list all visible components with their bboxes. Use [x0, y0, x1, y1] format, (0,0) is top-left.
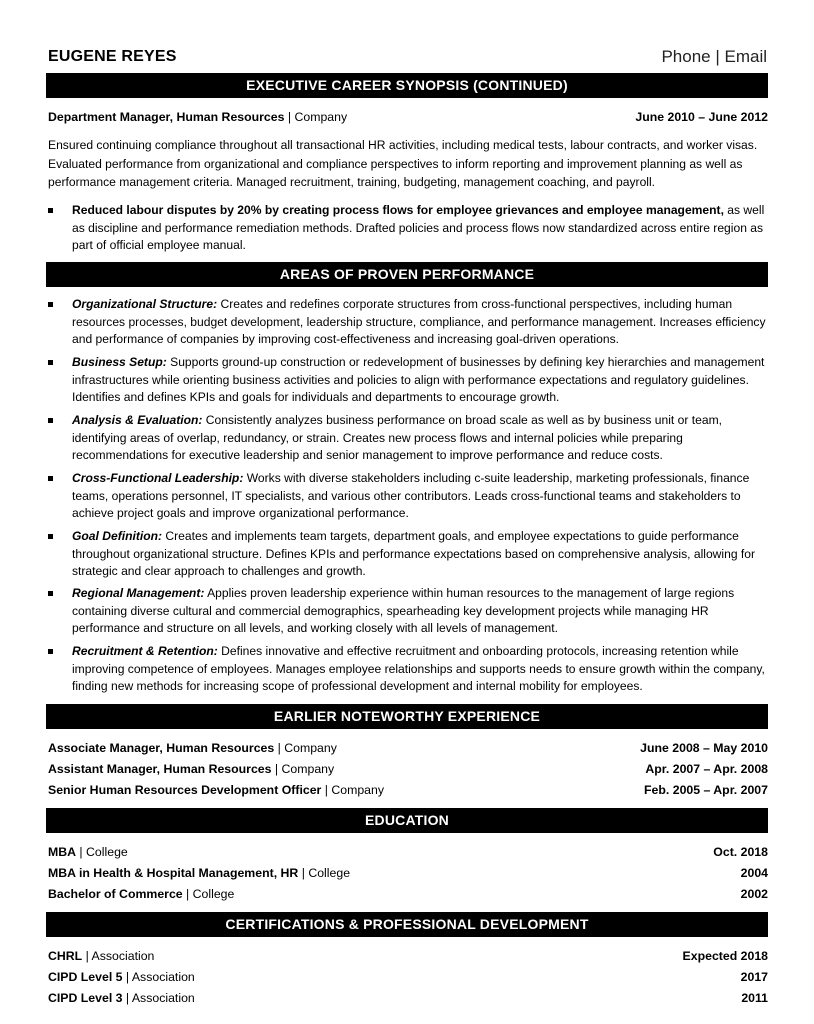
synopsis-summary: Ensured continuing compliance throughout all transactional HR activities, including medical tests, labour contracts, and worker visas. Evaluated performance from organizational and compliance perspectives to inform reporting and improvement planning as well as performance management criteria. Managed recruitment, training, budgeting, management coaching, and payroll. [48, 138, 758, 189]
row-separator: | [182, 887, 193, 901]
education-degree: MBA [48, 845, 77, 859]
bullet-marker [48, 591, 53, 596]
education-school: College [308, 866, 351, 880]
education-row [48, 843, 768, 861]
experience-org: Company [284, 741, 337, 755]
performance-item-title: Cross-Functional Leadership: [72, 471, 244, 485]
performance-item-text: Works with diverse stakeholders including c-suite leadership, marketing professionals, finance teams, operations personnel, IT specialists, and various other contributors. Leads cross-functional teams and stakeholders to achieve project goals and improve organizational performance. [72, 471, 750, 520]
certification-date: Expected 2018 [682, 949, 768, 963]
performance-item-text: Creates and redefines corporate structures from cross-functional perspectives, including human resources processes, budget development, leadership structure, compliance, and performance management. Increases efficiency and performance of companies by improving cost-effectiveness and increasing goal-driven operations. [72, 297, 766, 346]
bullet-marker [48, 418, 53, 423]
row-separator: | [274, 741, 285, 755]
section-heading-synopsis: EXECUTIVE CAREER SYNOPSIS (CONTINUED) [46, 73, 768, 98]
experience-dates: June 2008 – May 2010 [640, 741, 768, 755]
education-school: College [86, 845, 128, 859]
experience-dates: Apr. 2007 – Apr. 2008 [645, 762, 768, 776]
bullet-highlight: Reduced labour disputes by 20% by creating process flows for employee grievances and employee management, [72, 203, 724, 217]
bullet-marker [48, 360, 53, 365]
row-separator: | [122, 991, 132, 1005]
role-company: Company [294, 110, 348, 124]
experience-org: Company [281, 762, 335, 776]
experience-dates: Feb. 2005 – Apr. 2007 [644, 783, 768, 797]
experience-row [48, 781, 768, 799]
certification-date: 2011 [741, 991, 768, 1005]
education-date: Oct. 2018 [713, 845, 768, 859]
certification-issuer: Association [131, 970, 195, 984]
bullet-marker [48, 534, 53, 539]
section-heading-certifications: CERTIFICATIONS & PROFESSIONAL DEVELOPMENT [46, 912, 768, 937]
performance-item-text: Defines innovative and effective recruitment and onboarding protocols, increasing retention while improving competence of employees. Manages employee relationships and supports needs to ensure growth within the company, finding new methods for increasing scope of professional development and internal mobility for employees. [72, 644, 765, 693]
role-dates: June 2010 – June 2012 [635, 110, 768, 124]
performance-item-text: Consistently analyzes business performance on broad scale as well as by business unit or team, identifying areas of overlap, redundancy, or strain. Creates new process flows and internal policies while preparing recommendations for executive leadership and senior management to improve performance and reduce costs. [72, 413, 723, 462]
performance-item-text: Creates and implements team targets, department goals, and employee expectations to guide performance throughout organizational structure. Defines KPIs and performance expectations based on comprehensive analysis, allowing for strategic and clear approach to challenges and growth. [72, 529, 756, 578]
resume-header [48, 47, 767, 71]
synopsis-role [48, 108, 347, 126]
certification-issuer: Association [91, 949, 155, 963]
certification-row [48, 968, 768, 986]
experience-title: Associate Manager, Human Resources [48, 741, 275, 755]
row-separator: | [122, 970, 132, 984]
role-title: Department Manager, Human Resources [48, 110, 285, 124]
bullet-marker [48, 649, 53, 654]
bullet-text [72, 202, 768, 255]
certification-row [48, 947, 768, 965]
section-heading-experience: EARLIER NOTEWORTHY EXPERIENCE [46, 704, 768, 729]
performance-item-text: Applies proven leadership experience within human resources to the management of large regions containing diverse cultural and commercial demographics, spearheading key development projects while managing HR performance and structure on all levels, and working closely with all levels of management. [72, 586, 735, 635]
performance-item-title: Goal Definition: [72, 529, 163, 543]
certification-row [48, 989, 768, 1007]
candidate-name: EUGENE REYES [48, 48, 177, 65]
education-row [48, 864, 768, 882]
row-separator: | [321, 783, 332, 797]
role-separator: | [284, 110, 295, 124]
contact-info: Phone | Email [661, 47, 767, 66]
row-separator: | [82, 949, 92, 963]
certification-name: CHRL [48, 949, 83, 963]
certification-date: 2017 [740, 970, 768, 984]
bullet-marker [48, 302, 53, 307]
education-date: 2004 [740, 866, 768, 880]
experience-org: Company [331, 783, 385, 797]
row-separator: | [271, 762, 282, 776]
performance-item-title: Organizational Structure: [72, 297, 218, 311]
performance-item-title: Recruitment & Retention: [72, 644, 218, 658]
bullet-marker [48, 476, 53, 481]
row-separator: | [298, 866, 309, 880]
section-heading-education: EDUCATION [46, 808, 768, 833]
experience-title: Senior Human Resources Development Officer [48, 783, 322, 797]
education-degree: MBA in Health & Hospital Management, HR [48, 866, 299, 880]
certification-issuer: Association [131, 991, 195, 1005]
certification-name: CIPD Level 5 [48, 970, 123, 984]
experience-title: Assistant Manager, Human Resources [48, 762, 272, 776]
performance-item-title: Regional Management: [72, 586, 205, 600]
education-row [48, 885, 768, 903]
row-separator: | [76, 845, 87, 859]
education-date: 2002 [740, 887, 768, 901]
performance-item-text: Supports ground-up construction or redevelopment of businesses by defining key hierarchies and management infrastructures while orienting business activities and policies to align with performance expectations and regulatory guidelines. Identifies and defines KPIs and goals for individuals and departments to encourage growth. [72, 355, 765, 404]
education-school: College [192, 887, 235, 901]
bullet-detail: as well as discipline and performance remediation methods. Drafted policies and process flows now standardized across entire region as part of official employee manual. [72, 203, 765, 252]
section-heading-performance: AREAS OF PROVEN PERFORMANCE [46, 262, 768, 287]
experience-row [48, 760, 768, 778]
certification-name: CIPD Level 3 [48, 991, 123, 1005]
education-degree: Bachelor of Commerce [48, 887, 183, 901]
experience-row [48, 739, 768, 757]
bullet-marker [48, 208, 53, 213]
synopsis-role-row [48, 108, 768, 126]
performance-item-title: Analysis & Evaluation: [72, 413, 203, 427]
performance-item-title: Business Setup: [72, 355, 167, 369]
